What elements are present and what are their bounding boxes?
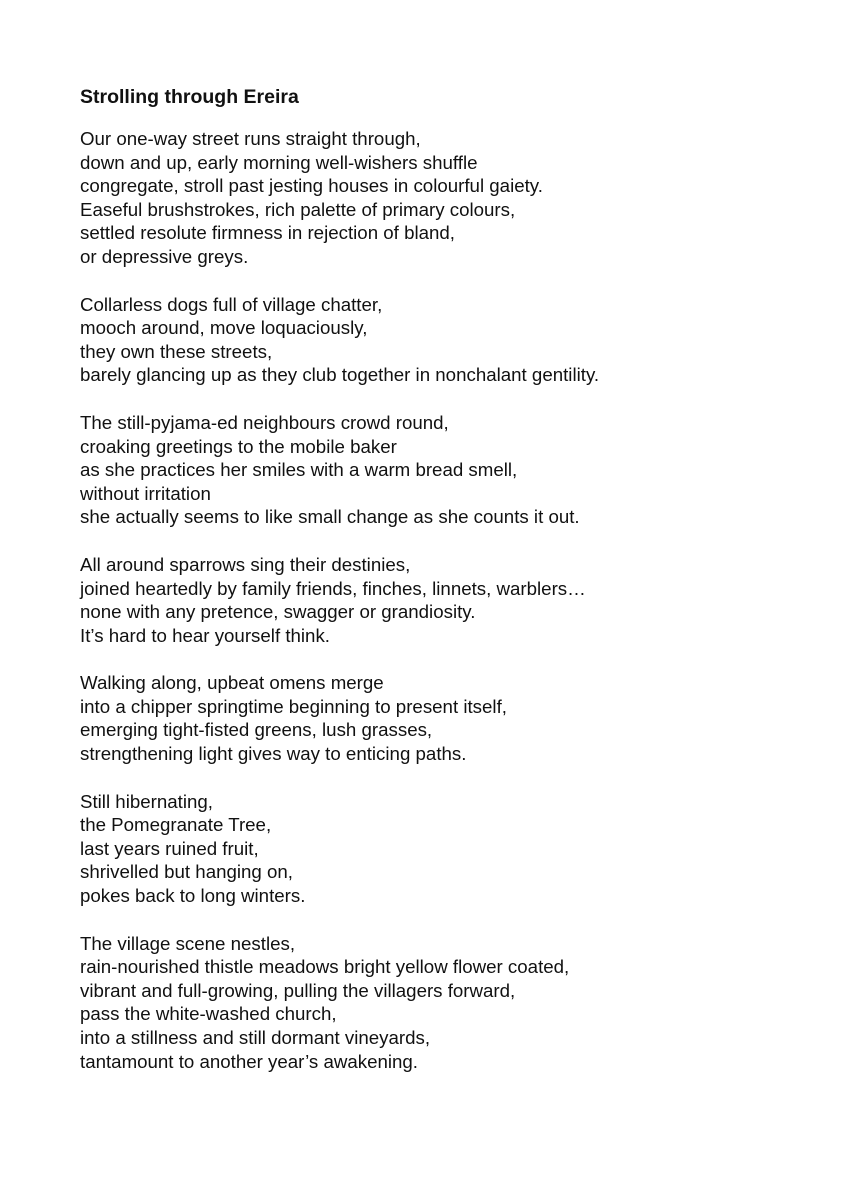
- poem-line: emerging tight-fisted greens, lush grasses,: [80, 719, 433, 741]
- poem-line: last years ruined fruit,: [80, 837, 259, 859]
- poem-line: All around sparrows sing their destinies,: [80, 553, 411, 575]
- poem-line: Easeful brushstrokes, rich palette of primary colours,: [80, 198, 516, 220]
- poem-line: as she practices her smiles with a warm bread smell,: [80, 459, 518, 481]
- poem-line: Walking along, upbeat omens merge: [80, 672, 384, 694]
- poem-line: they own these streets,: [80, 340, 273, 362]
- stanza: [80, 553, 820, 647]
- poem-line: Collarless dogs full of village chatter,: [80, 293, 383, 315]
- poem-line: pokes back to long winters.: [80, 885, 306, 907]
- stanza: [80, 127, 820, 269]
- poem-line: vibrant and full-growing, pulling the villagers forward,: [80, 979, 516, 1001]
- poem-line: strengthening light gives way to enticing paths.: [80, 743, 467, 765]
- poem-line: croaking greetings to the mobile baker: [80, 435, 397, 457]
- stanza: [80, 411, 820, 529]
- poem-line: Our one-way street runs straight through,: [80, 128, 421, 149]
- poem-line: pass the white-washed church,: [80, 1003, 337, 1025]
- poem-line: none with any pretence, swagger or grandiosity.: [80, 601, 476, 623]
- poem-line: joined heartedly by family friends, finches, linnets, warblers…: [80, 577, 586, 599]
- poem-line: rain-nourished thistle meadows bright yellow flower coated,: [80, 956, 570, 978]
- poem-line: mooch around, move loquaciously,: [80, 317, 368, 339]
- poem-line: the Pomegranate Tree,: [80, 814, 272, 836]
- poem-line: settled resolute firmness in rejection of bland,: [80, 222, 455, 244]
- poem-line: shrivelled but hanging on,: [80, 861, 293, 883]
- stanza: [80, 790, 820, 908]
- poem-line: down and up, early morning well-wishers shuffle: [80, 151, 478, 173]
- stanza: [80, 671, 820, 765]
- poem-title: Strolling through Ereira: [80, 86, 299, 108]
- poem-line: tantamount to another year’s awakening.: [80, 1050, 418, 1072]
- stanza: [80, 932, 820, 1074]
- poem-line: into a stillness and still dormant vineyards,: [80, 1027, 431, 1048]
- poem-line: congregate, stroll past jesting houses in colourful gaiety.: [80, 175, 543, 197]
- poem-line: without irritation: [80, 482, 211, 504]
- poem-line: Still hibernating,: [80, 790, 213, 812]
- poem-line: or depressive greys.: [80, 245, 249, 267]
- poem-line: barely glancing up as they club together in nonchalant gentility.: [80, 364, 600, 386]
- poem-line: The still-pyjama-ed neighbours crowd round,: [80, 411, 449, 433]
- stanza: [80, 293, 820, 387]
- poem-line: It’s hard to hear yourself think.: [80, 624, 330, 646]
- poem-page: [80, 84, 820, 1097]
- poem-line: she actually seems to like small change as she counts it out.: [80, 506, 580, 528]
- poem-line: The village scene nestles,: [80, 932, 296, 954]
- poem-line: into a chipper springtime beginning to present itself,: [80, 695, 507, 717]
